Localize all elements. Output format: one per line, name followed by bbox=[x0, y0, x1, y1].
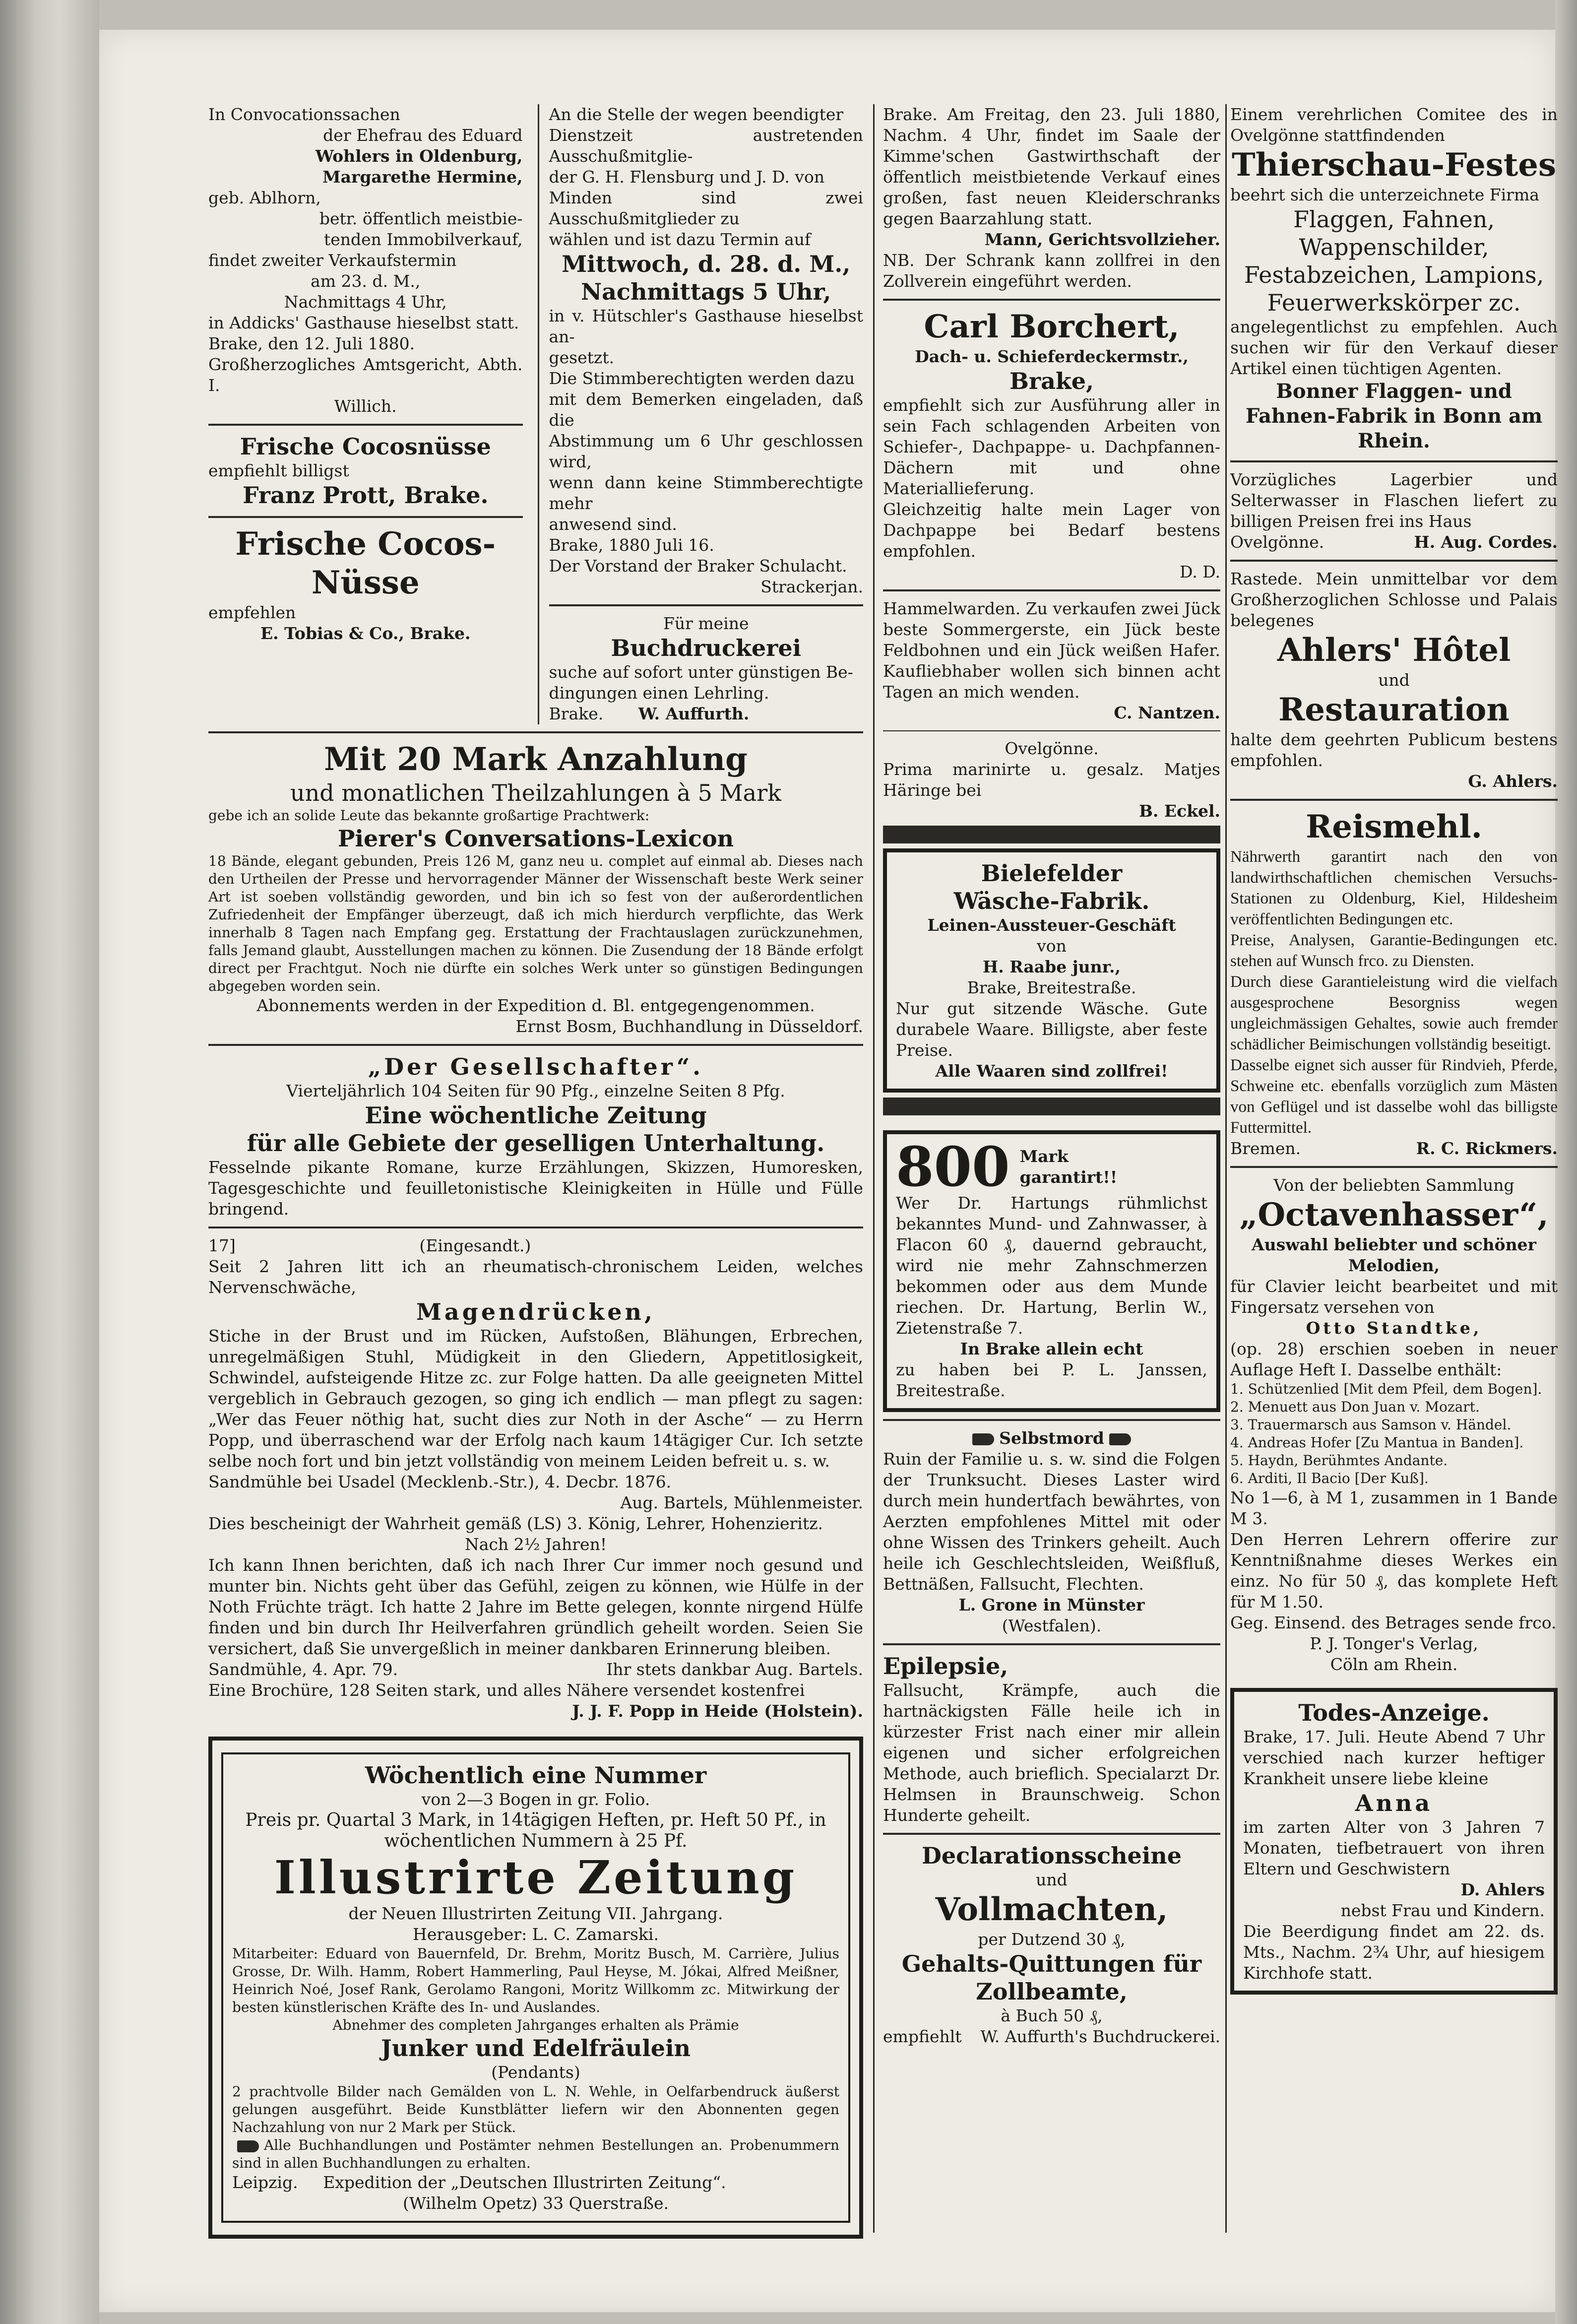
line: Margarethe Hermine, bbox=[322, 167, 523, 187]
line: Strackerjan. bbox=[760, 577, 863, 596]
ad-cordes bbox=[1230, 469, 1558, 553]
ad-pendants: (Pendants) bbox=[491, 2063, 580, 2082]
ad-reismehl bbox=[1230, 808, 1558, 1159]
ad-signer: Mann, Gerichtsvollzieher. bbox=[984, 230, 1220, 249]
ad-price: Vierteljährlich 104 Seiten für 90 Pfg., einzelne Seiten 8 Pfg. bbox=[286, 1081, 785, 1100]
ad-price: Preis pr. Quartal 3 Mark, in 14tägigen Heften, pr. Heft 50 Pf., in wöchentlichen Nummern à 25 Pf. bbox=[245, 1810, 826, 1851]
line: Für meine bbox=[663, 614, 749, 633]
ad-title: Declarationsscheine bbox=[921, 1842, 1182, 1869]
divider bbox=[1230, 560, 1558, 562]
ad-title: Leinen-Aussteuer-Geschäft bbox=[927, 915, 1176, 935]
ad-zoll: Alle Waaren sind zollfrei! bbox=[935, 1061, 1168, 1081]
ad-title: Illustrirte Zeitung bbox=[274, 1851, 798, 1904]
column-right bbox=[1230, 104, 1558, 2000]
line: betr. öffentlich meistbie- bbox=[319, 209, 523, 228]
line: gesetzt. bbox=[549, 348, 615, 367]
ad-title: Epilepsie, bbox=[883, 1653, 1009, 1679]
ad-name: H. Raabe junr., bbox=[983, 957, 1121, 976]
divider bbox=[208, 424, 523, 426]
ad-body: Prima marinirte u. gesalz. Matjes Häringe bei bbox=[883, 760, 1220, 800]
ad-expedition: Expedition der „Deutschen Illustrirten Zeitung“. bbox=[323, 2173, 726, 2192]
ad-name: Anna bbox=[1355, 1790, 1433, 1816]
ad-title: Mit 20 Mark Anzahlung bbox=[324, 741, 748, 778]
ad-todes-anzeige bbox=[1230, 1688, 1558, 1995]
stimm-text bbox=[549, 104, 864, 597]
ad-burial: Die Beerdigung findet am 22. ds. Mts., Nachm. 2¾ Uhr, auf hiesigem Kirchhofe statt. bbox=[1243, 1922, 1545, 1983]
ad-bielefeld bbox=[883, 848, 1220, 1093]
ad-city: Leipzig. bbox=[232, 2173, 298, 2192]
ad-einsend: Geg. Einsend. des Betrages sende frco. bbox=[1230, 1613, 1557, 1632]
ad-title: Gehalts-Quittungen für Zollbeamte, bbox=[901, 1950, 1202, 2005]
ad-body: Wer Dr. Hartungs rühmlichst bekanntes Mund- und Zahnwasser, à Flacon 60 ₰, dauernd gebraucht, wird nie mehr Zahnschmerzen bekommen oder aus dem Munde riechen. Dr. Hartung, Berlin W., Zietenstraße 7. bbox=[896, 1193, 1207, 1338]
column-middle bbox=[883, 104, 1220, 2047]
line: in Addicks' Gasthause hieselbst statt. bbox=[208, 313, 519, 332]
ad-signer: D. D. bbox=[1179, 562, 1220, 581]
list-item: 6. Arditi, Il Bacio [Der Kuß]. bbox=[1230, 1470, 1429, 1486]
ad-place: Ovelgönne. bbox=[1005, 739, 1099, 758]
ad-signer: J. J. F. Popp in Heide (Holstein). bbox=[572, 1701, 863, 1721]
pointing-hand-icon bbox=[1109, 1433, 1131, 1445]
ad-firm: Bonner Flaggen- und Fahnen-Fabrik in Bonn am Rhein. bbox=[1245, 380, 1543, 452]
ad-empfiehlt: empfiehlt bbox=[883, 2027, 962, 2046]
line: Der Vorstand der Braker Schulacht. bbox=[549, 556, 847, 576]
line: Großherzogliches Amtsgericht, Abth. I. bbox=[208, 355, 523, 395]
ad-signer: Ernst Bosm, Buchhandlung in Düsseldorf. bbox=[515, 1017, 863, 1036]
ad-body: empfiehlt sich zur Ausführung aller in sein Fach schlagenden Arbeiten von Schiefer-, Dachpappe- u. Dachpfannen-Dächern mit und ohne Materiallieferung. bbox=[883, 395, 1220, 498]
ad-title: Vollmachten, bbox=[935, 1891, 1168, 1928]
page-edge bbox=[1555, 0, 1577, 2324]
divider bbox=[883, 299, 1220, 301]
line: wenn dann keine Stimmberechtigte mehr bbox=[549, 473, 863, 513]
line: Minden sind zwei Ausschußmitglieder zu bbox=[549, 188, 863, 228]
ad-city: Cöln am Rhein. bbox=[1330, 1655, 1458, 1674]
ad-pramie: Abnehmer des completen Jahrganges erhalten als Prämie bbox=[332, 2017, 739, 2033]
ad-title: Ahlers' Hôtel bbox=[1277, 632, 1511, 669]
book-spine bbox=[0, 0, 99, 2324]
list-item: 5. Haydn, Berühmtes Andante. bbox=[1230, 1452, 1448, 1469]
line: findet zweiter Verkaufstermin bbox=[208, 251, 457, 270]
ad-where: (Westfalen). bbox=[1002, 1616, 1102, 1635]
line: am 23. d. M., bbox=[311, 271, 421, 291]
ad-line: empfehlen bbox=[208, 603, 296, 622]
ad-signer: Franz Prott, Brake. bbox=[242, 482, 489, 509]
ad-body: im zarten Alter von 3 Jahren 7 Monaten, tiefbetrauert von ihren Eltern und Geschwistern bbox=[1243, 1817, 1545, 1878]
divider bbox=[1230, 1166, 1558, 1168]
ad-town: Brake, bbox=[1009, 368, 1094, 394]
ad-offer: Den Herren Lehrern offerire zur Kenntnißnahme dieses Werkes ein einz. No für 50 ₰, das komplete Heft für M 1.50. bbox=[1230, 1530, 1558, 1612]
pointing-hand-icon bbox=[237, 2140, 259, 2152]
ad-shops: Alle Buchhandlungen und Postämter nehmen Bestellungen an. Probenummern sind in allen Buchhandlungen zu erhalten. bbox=[232, 2137, 839, 2171]
ad-body: Vorzügliches Lagerbier und Selterwasser in Flaschen liefert zu billigen Preisen frei ins Haus bbox=[1230, 470, 1558, 531]
ad-subtitle: der Neuen Illustrirten Zeitung VII. Jahrgang. bbox=[348, 1904, 723, 1923]
ad-title: „Octavenhasser“, bbox=[1239, 1196, 1549, 1233]
ad-family: nebst Frau und Kindern. bbox=[1340, 1901, 1545, 1920]
divider bbox=[1230, 460, 1558, 462]
ad-magendruecken bbox=[208, 1235, 863, 1722]
ad-body: Dasselbe eignet sich ausser für Rindvieh, Pferde, Schweine etc. ebenfalls vorzüglich zum Mästen von Geflügel und ist dasselbe wohl das billigste Futtermittel. bbox=[1230, 1056, 1558, 1137]
ad-body: beehrt sich die unterzeichnete Firma bbox=[1230, 185, 1539, 204]
column-left bbox=[208, 104, 863, 2244]
divider bbox=[883, 1833, 1220, 1835]
ad-sub: Auswahl beliebter und schöner Melodien, bbox=[1252, 1235, 1536, 1275]
ad-line: empfiehlt billigst bbox=[208, 461, 349, 480]
line: geb. Ablhorn, bbox=[208, 188, 321, 207]
line: der Ehefrau des Eduard bbox=[323, 126, 523, 145]
line: Willich. bbox=[334, 396, 397, 416]
divider bbox=[883, 1643, 1220, 1645]
ad-price: No 1—6, à M 1, zusammen in 1 Bande M 3. bbox=[1230, 1488, 1558, 1528]
line: Dienstzeit austretenden Ausschußmitglie- bbox=[549, 126, 863, 166]
column-rule bbox=[873, 104, 875, 2233]
ad-haben: zu haben bei P. L. Janssen, Breitestraße. bbox=[896, 1360, 1207, 1400]
ad-place: Ovelgönne. bbox=[1230, 532, 1325, 552]
ad-body: Brake. Am Freitag, den 23. Juli 1880, Nachm. 4 Uhr, findet im Saale der Kimme'schen Gastwirthschaft der öffentlich meistbietende Verkauf eines großen, fast neuen Kleiderschranks gegen Baarzahlung statt. bbox=[883, 105, 1220, 228]
ad-signer: W. Auffurth's Buchdruckerei. bbox=[980, 2027, 1220, 2046]
ad-thierschau bbox=[1230, 104, 1558, 453]
ad-selbstmord bbox=[883, 1428, 1220, 1636]
place: Brake. bbox=[549, 704, 604, 723]
ad-body: 18 Bände, elegant gebunden, Preis 126 M, ganz neu u. complet auf einmal ab. Dieses nach den Urtheilen der Presse und hervorragender Männer der Wissenschaft beste Werk seiner Art ist soeben vollständig geworden, und bin ich so fest von der außerordentlichen Zufriedenheit der Empfänger überzeugt, daß ich mich hierdurch verpflichte, das Werk innerhalb 8 Tagen nach Empfang geg. Erstattung der Frachtauslagen zurückzunehmen, falls Jemand glaubt, Ausstellungen machen zu können. Die Zusendung der 18 Bände erfolgt direct per Frachtgut. Noch nie dürfte ein solches Werk unter so günstigen Bedingungen abgegeben worden sein. bbox=[208, 853, 863, 994]
ad-intro: Rastede. Mein unmittelbar vor dem Großherzoglichen Schlosse und Palais belegenes bbox=[1230, 569, 1558, 630]
ad-title: Carl Borchert, bbox=[924, 308, 1180, 345]
line: Nachmittags 4 Uhr, bbox=[284, 292, 447, 312]
column-rule bbox=[1225, 104, 1227, 2233]
ad-mann bbox=[883, 104, 1220, 292]
inner-frame bbox=[221, 1752, 850, 2223]
convocation-text bbox=[208, 104, 523, 417]
line: Abstimmung um 6 Uhr geschlossen wird, bbox=[549, 431, 863, 471]
line: suche auf sofort unter günstigen Be- bbox=[549, 662, 853, 682]
ad-signer: P. J. Tonger's Verlag, bbox=[1310, 1634, 1478, 1653]
border-bar bbox=[883, 1097, 1220, 1115]
ad-und: und bbox=[1378, 670, 1410, 690]
ad-body: Fallsucht, Krämpfe, auch die hartnäckigsten Fälle heile ich in kürzester Frist nach einer mir allein eigenen und sicher erfolgreichen Methode, auch brieflich. Specialarzt Dr. Helmsen in Braunschweig. Schon Hunderte geheilt. bbox=[883, 1680, 1220, 1825]
ad-title: Wäsche-Fabrik. bbox=[953, 888, 1150, 914]
ad-composer: Otto Standtke, bbox=[1306, 1318, 1482, 1338]
ad-price: per Dutzend 30 ₰, bbox=[978, 1930, 1126, 1949]
list-item: 3. Trauermarsch aus Samson v. Händel. bbox=[1230, 1417, 1512, 1433]
ad-garantirt: garantirt!! bbox=[1019, 1167, 1118, 1187]
ad-title: Frische Cocos-Nüsse bbox=[235, 525, 496, 601]
line: dingungen einen Lehrling. bbox=[549, 683, 769, 703]
list-item: 4. Andreas Hofer [Zu Mantua in Banden]. bbox=[1230, 1434, 1524, 1451]
ad-epilepsie bbox=[883, 1652, 1220, 1826]
ad-body: halte dem geehrten Publicum bestens empfohlen. bbox=[1230, 730, 1558, 770]
ad-signer: B. Eckel. bbox=[1138, 801, 1220, 821]
ad-staff: Mitarbeiter: Eduard von Bauernfeld, Dr. Brehm, Moritz Busch, M. Carrière, Julius Grosse, Dr. Wilh. Hamm, Robert Hammerling, Paul Heyse, M. Jókai, Alfred Meißner, Heinrich Noé, Josef Rank, Gerolamo Rangoni, Moritz Willkomm zc. Mitwirkung der besten künstlerischen Kräfte des In- und Auslandes. bbox=[232, 1945, 839, 2015]
ad-illustrirte-zeitung bbox=[208, 1737, 863, 2239]
divider bbox=[208, 1044, 863, 1046]
ad-subtitle: Eine wöchentliche Zeitung bbox=[365, 1102, 707, 1129]
ad-buchdruckerei bbox=[549, 613, 864, 724]
signer: W. Auffurth. bbox=[638, 704, 750, 723]
ad-body: Fesselnde pikante Romane, kurze Erzählungen, Skizzen, Humoresken, Tagesgeschichte und feuilletonistische Kleinigkeiten in Hülle und Fülle bringend. bbox=[208, 1158, 863, 1219]
ad-subtitle: für alle Gebiete der geselligen Unterhaltung. bbox=[247, 1130, 825, 1157]
divider bbox=[549, 604, 864, 606]
ad-editor: Herausgeber: L. C. Zamarski. bbox=[413, 1925, 659, 1944]
ad-pramie-title: Junker und Edelfräulein bbox=[380, 2035, 691, 2062]
ad-intro: Von der beliebten Sammlung bbox=[1273, 1175, 1514, 1195]
ad-declaration bbox=[883, 1842, 1220, 2047]
ad-signer: L. Grone in Münster bbox=[958, 1595, 1145, 1614]
ad-subtitle: und monatlichen Theilzahlungen à 5 Mark bbox=[290, 779, 781, 806]
list-item: 2. Menuett aus Don Juan v. Mozart. bbox=[1230, 1399, 1480, 1415]
ad-lexicon bbox=[208, 740, 863, 1037]
ad-title: Todes-Anzeige. bbox=[1298, 1699, 1490, 1726]
line: Wohlers in Oldenburg, bbox=[315, 146, 523, 166]
ad-signer: H. Aug. Cordes. bbox=[1414, 532, 1558, 552]
ad-ahlers bbox=[1230, 569, 1558, 792]
ad-cocos-tobias bbox=[208, 525, 523, 644]
line: der G. H. Flensburg und J. D. von bbox=[549, 167, 825, 187]
ad-name: Pierer's Conversations-Lexicon bbox=[337, 825, 734, 852]
ad-date: Sandmühle bei Usadel (Mecklenb.-Str.), 4. Decbr. 1876. bbox=[208, 1472, 672, 1491]
ad-head: Wöchentlich eine Nummer bbox=[365, 1762, 707, 1789]
line: wählen und ist dazu Termin auf bbox=[549, 230, 811, 249]
ad-und: und bbox=[1036, 1870, 1068, 1889]
top-ads-row bbox=[208, 104, 863, 724]
ad-stimm bbox=[538, 104, 864, 724]
ad-body: Durch diese Garantieleistung wird die vielfach ausgesprochene Besorgniss wegen ungleichmässigen Gehaltes, sowie auch fremder schädlicher Beimischungen vollständig beseitigt. bbox=[1230, 973, 1558, 1053]
border-bar bbox=[883, 826, 1220, 843]
ad-pictures: 2 prachtvolle Bilder nach Gemälden von L. N. Wehle, in Oelfarbendruck äußerst gelungen ausgeführt. Beide Kunstblätter liefern wir den Abonnenten gegen Nachzahlung von nur 2 Mark per Stück. bbox=[232, 2083, 839, 2135]
ad-signer: G. Ahlers. bbox=[1468, 772, 1558, 791]
divider bbox=[1230, 799, 1558, 801]
ad-after: Nach 2½ Jahren! bbox=[464, 1535, 607, 1554]
divider bbox=[208, 516, 523, 518]
ad-body: Stiche in der Brust und im Rücken, Aufstoßen, Blähungen, Erbrechen, unregelmäßigen Stuhl, Müdigkeit in den Gliedern, Appetitlosigkeit, Schwindel, aufsteigende Hitze zc. zur Folge hatten. Da alle geeigneten Mittel vergeblich in Gebrauch gezogen, so ging ich endlich — man pflegt zu sagen: „Wer das Feuer nöthig hat, sucht dies zur Noth in der Asche“ — zu Herrn Popp, und überraschend war der Erfolg nach kaum 14tägiger Cur. Ich setzte selbe noch fort und bin jetzt vollständig von meinem Leiden befreit u. s. w. bbox=[208, 1326, 863, 1471]
ad-title: Magendrücken, bbox=[416, 1298, 656, 1325]
line: Brake, 1880 Juli 16. bbox=[549, 535, 714, 555]
line: Nachmittags 5 Uhr, bbox=[581, 278, 831, 305]
line: An die Stelle der wegen beendigter bbox=[549, 105, 844, 124]
ad-mark: Mark bbox=[1019, 1147, 1069, 1166]
ad-octavenhasser bbox=[1230, 1175, 1558, 1675]
ad-title: Reismehl. bbox=[1306, 808, 1482, 845]
line: Brake, den 12. Juli 1880. bbox=[208, 334, 415, 353]
line: tenden Immobilverkauf, bbox=[323, 230, 523, 249]
ad-body: Hammelwarden. Zu verkaufen zwei Jück beste Sommergerste, ein Jück beste Feldbohnen und ein Jück weißen Hafer. Kaufliebhaber wollen sich binnen acht Tagen an mich wenden. bbox=[883, 599, 1220, 702]
divider bbox=[208, 1227, 863, 1228]
ad-intro: Seit 2 Jahren litt ich an rheumatisch-chronischem Leiden, welches Nervenschwäche, bbox=[208, 1257, 863, 1297]
list-item: 1. Schützenlied [Mit dem Pfeil, dem Bogen]. bbox=[1230, 1381, 1542, 1397]
ad-intro: Einem verehrlichen Comitee des in Ovelgönne stattfindenden bbox=[1230, 105, 1558, 145]
ad-date: Sandmühle, 4. Apr. 79. bbox=[208, 1660, 398, 1679]
ad-place: Bremen. bbox=[1230, 1139, 1301, 1158]
ad-lager: Gleichzeitig halte mein Lager von Dachpappe bei Bedarf bestens empfohlen. bbox=[883, 500, 1220, 561]
ad-borchert bbox=[883, 308, 1220, 582]
ad-gesellschafter bbox=[208, 1053, 863, 1220]
ad-allein: In Brake allein echt bbox=[960, 1339, 1143, 1358]
ad-signer: E. Tobias & Co., Brake. bbox=[260, 624, 471, 643]
ad-title: Selbstmord bbox=[999, 1428, 1104, 1448]
ad-body: angelegentlichst zu empfehlen. Auch suchen wir für den Verkauf dieser Artikel einen tüchtigen Agenten. bbox=[1230, 317, 1558, 378]
ad-signer: Ihr stets dankbar Aug. Bartels. bbox=[606, 1660, 863, 1679]
divider bbox=[208, 731, 863, 733]
ad-signer: C. Nantzen. bbox=[1114, 703, 1220, 722]
ad-cocos-prott bbox=[208, 433, 523, 509]
ad-body: für Clavier leicht bearbeitet und mit Fingersatz versehen von bbox=[1230, 1277, 1558, 1317]
ad-title: Frische Cocosnüsse bbox=[240, 433, 491, 460]
ad-title: „Der Gesellschafter“. bbox=[368, 1053, 704, 1080]
line: Mittwoch, d. 28. d. M., bbox=[562, 251, 851, 277]
ad-eckel bbox=[883, 738, 1220, 822]
ad-body: Preise, Analysen, Garantie-Bedingungen etc. stehen auf Wunsch frco. zu Diensten. bbox=[1230, 931, 1558, 970]
ad-confirm: Dies bescheinigt der Wahrheit gemäß (LS) 3. König, Lehrer, Hohenzieritz. bbox=[208, 1514, 823, 1533]
ad-title: Restauration bbox=[1278, 691, 1510, 728]
ad-intro: gebe ich an solide Leute das bekannte großartige Prachtwerk: bbox=[208, 807, 650, 824]
ad-body: Nur gut sitzende Wäsche. Gute durabele Waare. Billigste, aber feste Preise. bbox=[896, 999, 1207, 1060]
ad-body: Brake, 17. Juli. Heute Abend 7 Uhr verschied nach kurzer heftiger Krankheit unsere liebe kleine bbox=[1243, 1727, 1545, 1788]
line: mit dem Bemerken eingeladen, daß die bbox=[549, 389, 863, 430]
ad-number: 17] bbox=[208, 1236, 236, 1255]
divider bbox=[883, 1419, 1220, 1421]
divider bbox=[883, 730, 1220, 731]
ad-hartung bbox=[883, 1130, 1220, 1412]
ad-items: Flaggen, Fahnen, Wappenschilder, Festabzeichen, Lampions, Feuerwerkskörper zc. bbox=[1244, 206, 1544, 316]
line: Buchdruckerei bbox=[611, 635, 802, 661]
ad-title: Thierschau-Festes bbox=[1232, 146, 1556, 184]
ad-signer: R. C. Rickmers. bbox=[1416, 1139, 1558, 1158]
ad-trade: Dach- u. Schieferdeckermstr., bbox=[915, 347, 1189, 366]
ad-brochure: Eine Brochüre, 128 Seiten stark, und alles Nähere versendet kostenfrei bbox=[208, 1680, 805, 1700]
divider bbox=[883, 589, 1220, 591]
ad-von: von bbox=[1037, 936, 1067, 956]
ad-nb: NB. Der Schrank kann zollfrei in den Zollverein eingeführt werden. bbox=[883, 251, 1220, 291]
ad-addr: Brake, Breitestraße. bbox=[967, 978, 1136, 997]
pointing-hand-icon bbox=[972, 1433, 994, 1445]
ad-convocation bbox=[208, 104, 523, 724]
ad-sub: von 2—3 Bogen in gr. Folio. bbox=[421, 1790, 650, 1809]
hartung-head bbox=[896, 1135, 1207, 1199]
ad-body: Nährwerth garantirt nach den von landwirthschaftlichen chemischen Versuchs-Stationen zu Oldenburg, Kiel, Hildesheim veröffentlichten Bedingungen etc. bbox=[1230, 848, 1558, 928]
line: anwesend sind. bbox=[549, 515, 677, 534]
ad-amount: 800 bbox=[896, 1135, 1010, 1199]
ad-body: Ich kann Ihnen berichten, daß ich nach Ihrer Cur immer noch gesund und munter bin. Nichts geht über das Gefühl, zeigen zu können, wie Hülfe in der Noth Früchte trägt. Ich hatte 2 Jahre im Bette gelegen, konnte nirgend Hülfe finden und bin durch Ihr Heilverfahren gründlich geheilt worden. Seien Sie versichert, daß Sie unvergeßlich in meiner dankbaren Erinnerung bleiben. bbox=[208, 1555, 863, 1658]
ad-title: Bielefelder bbox=[981, 860, 1123, 887]
line: In Convocationssachen bbox=[208, 105, 400, 124]
ad-signer: D. Ahlers bbox=[1460, 1880, 1545, 1899]
line: in v. Hütschler's Gasthause hieselbst an- bbox=[549, 306, 863, 346]
ad-body: (op. 28) erschien soeben in neuer Auflage Heft I. Dasselbe enthält: bbox=[1230, 1339, 1558, 1379]
ad-signer: Aug. Bartels, Mühlenmeister. bbox=[620, 1493, 863, 1512]
ad-nantzen bbox=[883, 598, 1220, 723]
ad-price: à Buch 50 ₰, bbox=[1001, 2006, 1103, 2025]
ad-abo: Abonnements werden in der Expedition d. Bl. entgegengenommen. bbox=[256, 996, 815, 1015]
ad-publisher: (Wilhelm Opetz) 33 Querstraße. bbox=[403, 2194, 669, 2213]
ad-body: Ruin der Familie u. s. w. sind die Folgen der Trunksucht. Dieses Laster wird durch mein hundertfach bewährtes, von Aerzten empfohlenes Mittel mit oder ohne Wissen des Trinkers geheilt. Auch heile ich Geschlechtsleiden, Weißfluß, Bettnäßen, Fallsucht, Flechten. bbox=[883, 1449, 1220, 1594]
line: Die Stimmberechtigten werden dazu bbox=[549, 369, 855, 388]
eingesandt: (Eingesandt.) bbox=[419, 1236, 531, 1255]
